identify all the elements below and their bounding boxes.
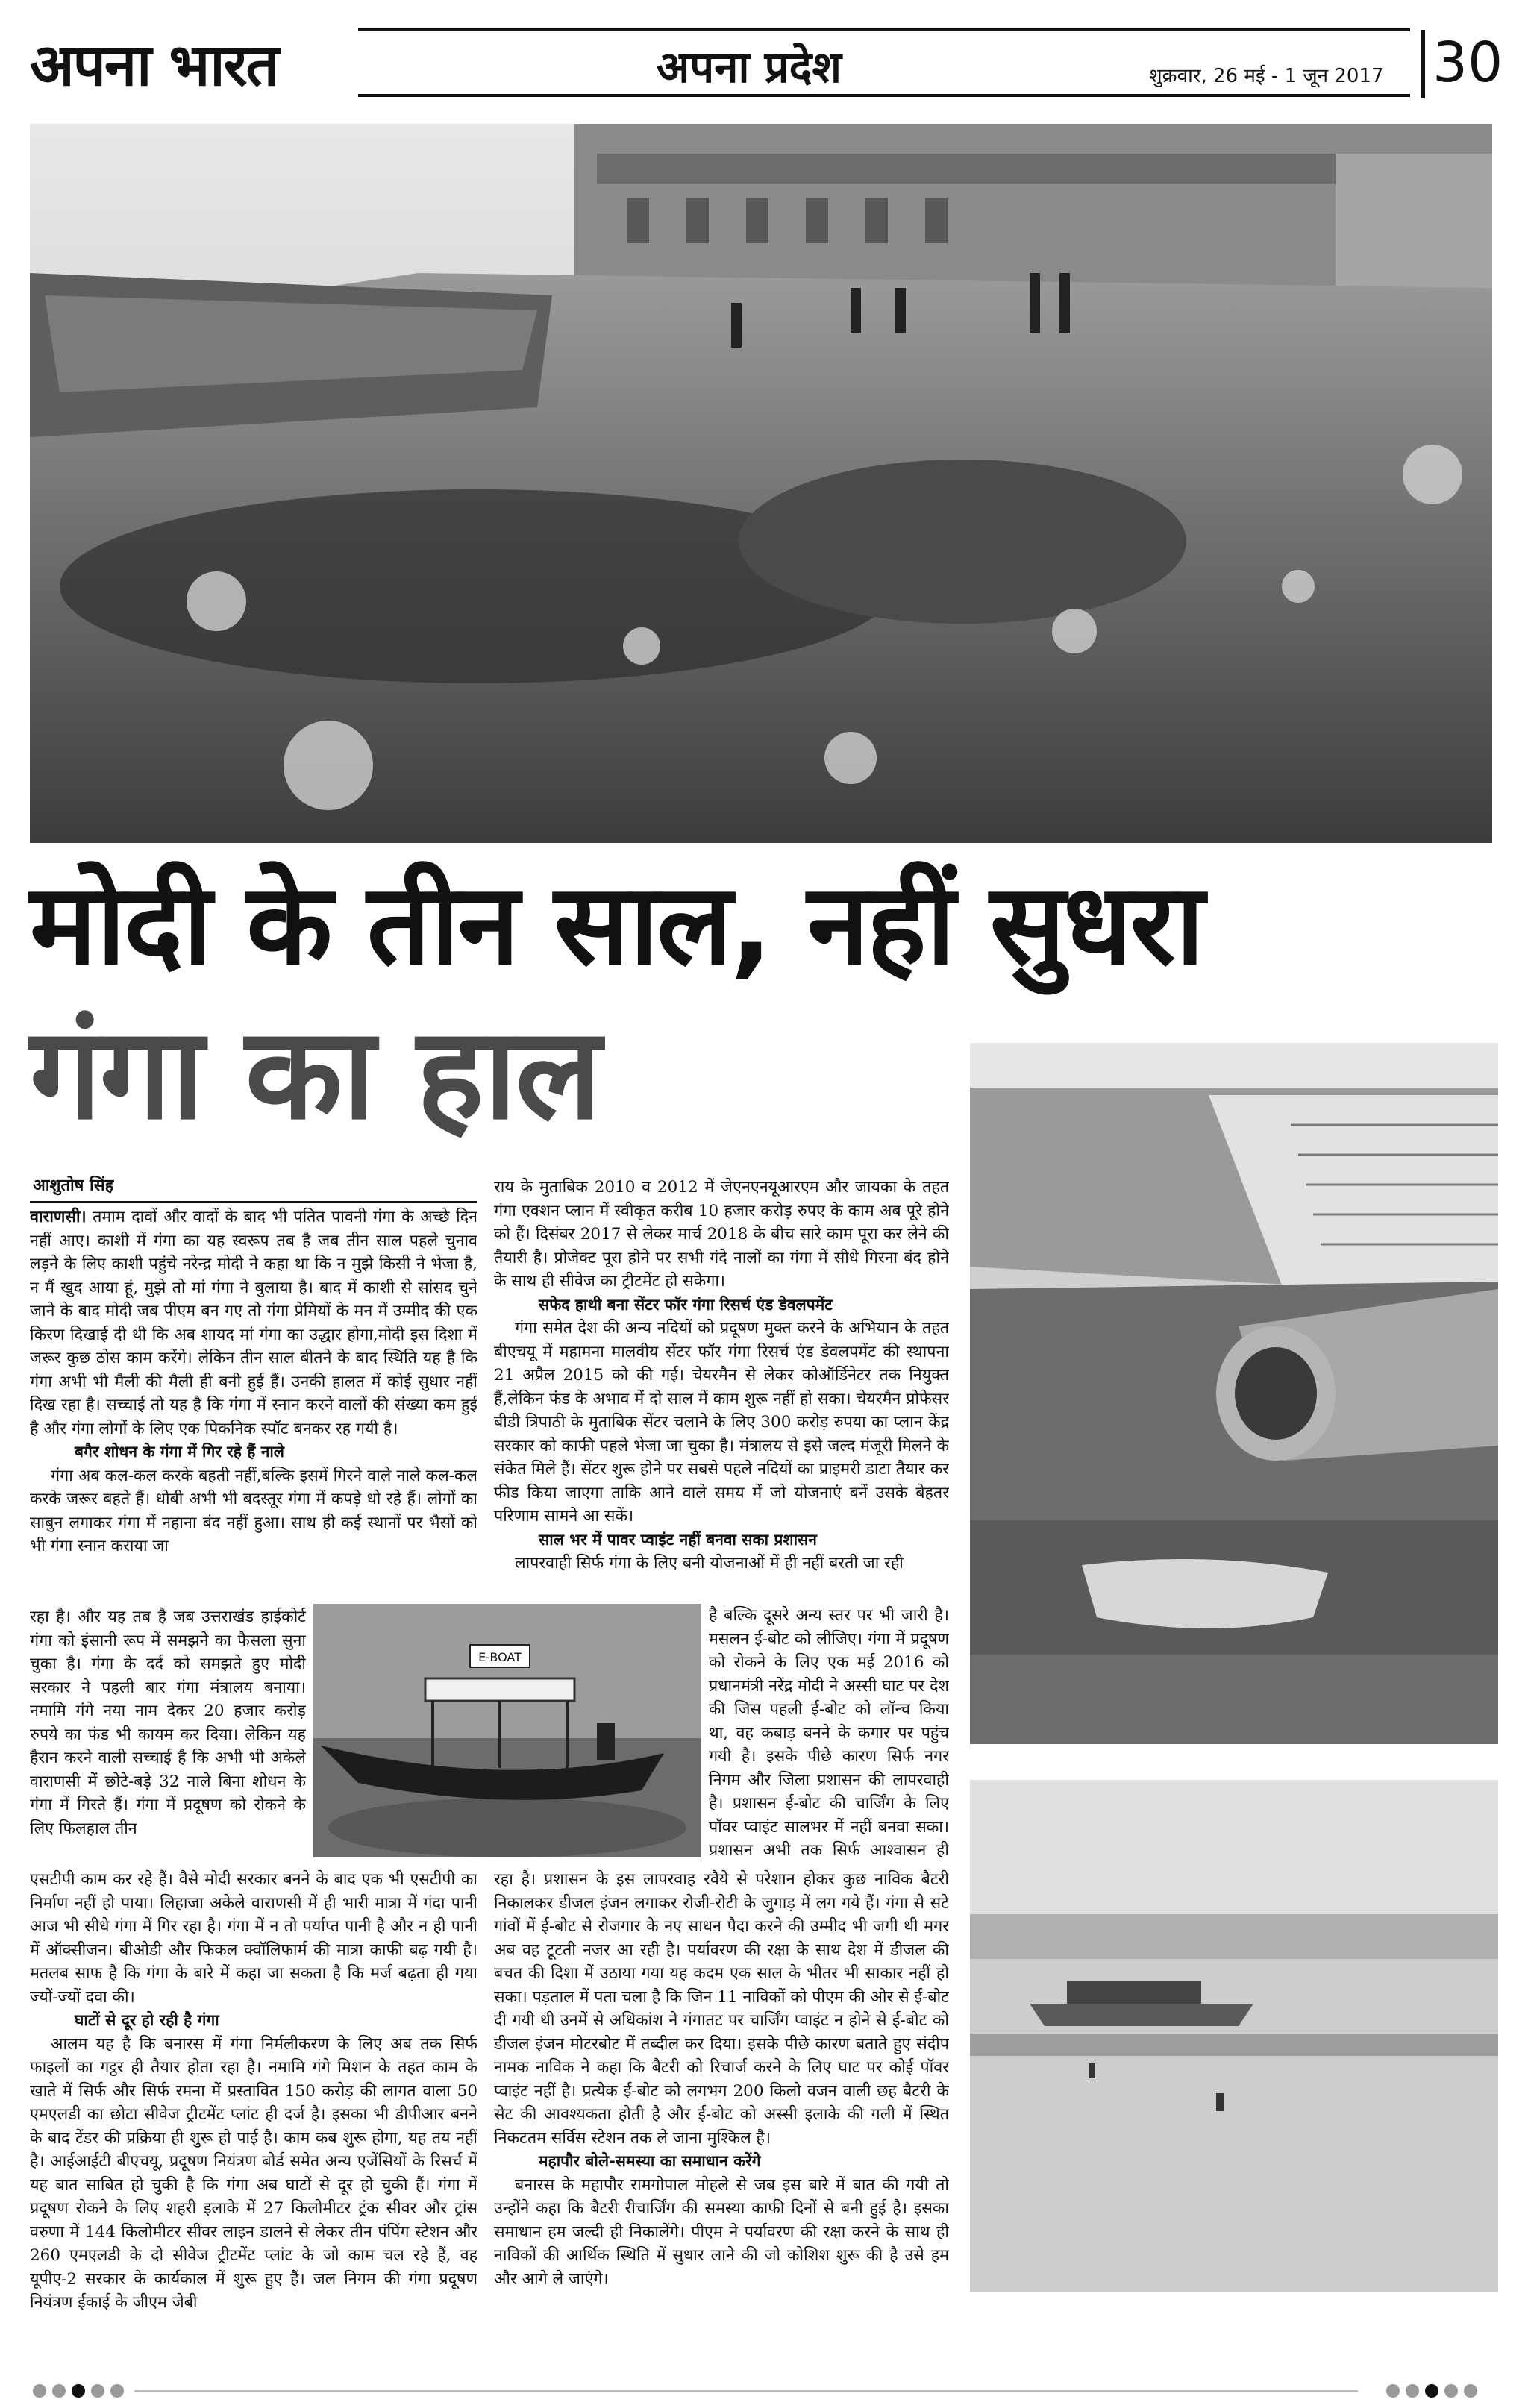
footer-dot <box>52 2384 66 2398</box>
e-boat-sign: E-BOAT <box>478 1650 522 1664</box>
paragraph-power-point-top: लापरवाही सिर्फ गंगा के लिए बनी योजनाओं में ही नहीं बरती जा रही <box>515 1554 904 1573</box>
page-number-divider <box>1421 30 1425 98</box>
article-column-1-bottom <box>30 1868 478 2368</box>
subhead-drains: बगैर शोधन के गंगा में गिर रहे हैं नाले <box>75 1443 285 1461</box>
subhead-power-point: साल भर में पावर प्वाइंट नहीं बनवा सका प्रशासन <box>539 1530 817 1549</box>
paragraph-drains-wrap: रहा है। और यह तब है जब उत्तराखंड हाईकोर्ट गंगा को इंसानी रूप में समझने का फैसला सुना चुका है। गंगा के दर्द को समझते हुए मोदी सरकार ने पहली बार गंगा मंत्रालय बनाया। नमामि गंगे नया नाम देकर 20 हजार करोड़ रुपये का फंड भी कायम कर दिया। लेकिन यह हैरान करने वाली सच्चाई है कि अभी भी अकेले वाराणसी में छोटे-बड़े 32 नाले बिना शोधन के गंगा में गिरते हैं। गंगा में प्रदूषण को रोकने के लिए फिलहाल तीन <box>30 1608 306 1838</box>
article-column-1 <box>30 1205 478 1605</box>
subhead-mayor: महापौर बोले-समस्या का समाधान करेंगे <box>539 2152 761 2170</box>
subhead-ghats: घाटों से दूर हो रही है गंगा <box>75 2011 219 2029</box>
section-title: अपना प्रदेश <box>657 42 842 93</box>
footer-dot <box>1406 2384 1419 2398</box>
paragraph-power-point-wrap: है बल्कि दूसरे अन्य स्तर पर भी जारी है। मसलन ई-बोट को लीजिए। गंगा में प्रदूषण को रोकने के लिए एक मई 2016 को प्रधानमंत्री नरेंद्र मोदी ने अस्सी घाट पर देश की जिस पहली ई-बोट को लॉन्च किया था, वह कबाड़ बनने के कगार पर पहुंच गयी है। इसके पीछे कारण सिर्फ नगर निगम और जिला प्रशासन की लापरवाही है। प्रशासन ई-बोट की चार्जिंग के लिए पॉवर प्वाइंट सालभर में नहीं बनवा सका। प्रशासन अभी तक सिर्फ आश्वासन ही <box>709 1606 949 1860</box>
paragraph-gm-statement: राय के मुताबिक 2010 व 2012 में जेएनएनयूआरएम और जायका के तहत गंगा एक्शन प्लान में स्वीकृत करीब 10 हजार करोड़ रुपए के काम अब पूरे होने को हैं। दिसंबर 2017 से लेकर मार्च 2018 के बीच सारे काम पूरा कर लेने की तैयारी है। प्रोजेक्ट पूरा होने पर सभी गंदे नालों का गंगा में सीधे गिरना बंद होने के साथ ही सीवेज का ट्रीटमेंट हो सकेगा। <box>494 1178 949 1291</box>
byline-rule <box>30 1201 478 1203</box>
paragraph-mayor: बनारस के महापौर रामगोपाल मोहले से जब इस बारे में बात की गयी तो उन्होंने कहा कि बैटरी रीचार्जिंग की समस्या काफी दिनों से बनी हुई है। इसका समाधान हम जल्दी ही निकालेंगे। पीएम ने पर्यावरण की रक्षा करने के साथ ही नाविकों की आर्थिक स्थिति में सुधार लाने की जो कोशिश शुरू की है उसे हम और आगे ले जाएंगे। <box>494 2175 949 2289</box>
footer-rule <box>134 2390 1358 2392</box>
lead-paragraph: तमाम दावों और वादों के बाद भी पतित पावनी गंगा के अच्छे दिन नहीं आए। काशी में गंगा का यह स्वरूप तब है जब तीन साल पहले चुनाव लड़ने के लिए काशी पहुंचे नरेन्द्र मोदी ने कहा था कि न मुझे किसी ने भेजा है, न मैं खुद आया हूं, मुझे तो मां गंगा ने बुलाया है। बाद में काशी से सांसद चुने जाने के बाद मोदी जब पीएम बन गए तो गंगा प्रेमियों के मन में उम्मीद की एक किरण दिखाई दी थी कि अब शायद मां गंगा का उद्धार होगा,मोदी इस दिशा में जरूर कुछ ठोस काम करेंगे। लेकिन तीन साल बीतने के बाद स्थिति यह है कि गंगा अभी भी मैली की मैली ही बनी हुई हैं। उनकी हालत में कोई सुधार नहीं दिख रहा है। सच्चाई तो यह है कि गंगा में स्नान करने वालों की संख्या कम हुई है और गंगा लोगों के लिए एक पिकनिक स्पॉट बनकर रह गयी है। <box>30 1208 478 1438</box>
article-column-2 <box>494 1176 949 1599</box>
paragraph-ghats: आलम यह है कि बनारस में गंगा निर्मलीकरण के लिए अब तक सिर्फ फाइलों का गट्ठर ही तैयार होता रहा है। नमामि गंगे मिशन के तहत काम के खाते में सिर्फ और सिर्फ रमना में प्रस्तावित 150 करोड़ की लागत वाला 50 एमएलडी का छोटा सीवेज ट्रीटमेंट प्लांट ही दर्ज है। इसका भी डीपीआर बनने के बाद टेंडर की प्रक्रिया ही शुरू हो पाई है। काम कब शुरू होगा, यह तय नहीं है। आईआईटी बीएचयू, प्रदूषण नियंत्रण बोर्ड समेत अन्य एजेंसियों के रिसर्च में यह बात साबित हो चुकी है कि गंगा अब घाटों से दूर हो चुकी हैं। गंगा में प्रदूषण रोकने के लिए शहरी इलाके में 27 किलोमीटर ट्रंक सीवर और ट्रांस वरुणा में 144 किलोमीटर सीवर लाइन डालने से लेकर तीन पंपिंग स्टेशन और 260 एमएलडी के दो सीवेज ट्रीटमेंट प्लांट के जो काम चल रहे हैं, वह यूपीए-2 सरकार के कार्यकाल में शुरू हुए हैं। जल निगम की गंगा प्रदूषण नियंत्रण ईकाई के जीएम जेबी <box>30 2034 478 2312</box>
masthead: अपना भारत <box>30 32 278 99</box>
photo-sewage-pipe <box>970 1043 1498 1744</box>
footer-dot <box>110 2384 124 2398</box>
photo-boat-dry-river <box>970 1780 1498 2292</box>
header-rule-bottom <box>358 94 1410 97</box>
paragraph-research-centre: गंगा समेत देश की अन्य नदियों को प्रदूषण मुक्त करने के अभियान के तहत बीएचयू में महामना मालवीय सेंटर फॉर गंगा रिसर्च एंड डेवलपमेंट की स्थापना 21 अप्रैल 2015 को की गई। चेयरमैन से लेकर कोऑर्डिनेटर तक नियुक्त हैं,लेकिन फंड के अभाव में दो साल में काम शुरू नहीं हो सका। चेयरमैन प्रोफेसर बीडी त्रिपाठी के मुताबिक सेंटर चलाने के लिए 300 करोड़ रुपया का प्लान केंद्र सरकार को काफी पहले भेजा जा चुका है। मंत्रालय से इसे जल्द मंजूरी मिलने के संकेत मिले हैं। सेंटर शुरू होने पर सबसे पहले नदियों का प्राइमरी डाटा तैयार कर फीड किया जाएगा ताकि आने वाले समय में जो योजनाएं बनें उसके बेहतर परिणाम सामने आ सकें। <box>494 1319 949 1526</box>
headline-line1: मोदी के तीन साल, नहीं सुधरा <box>30 860 1203 990</box>
headline-line2: गंगा का हाल <box>30 1000 600 1148</box>
footer-dot <box>1444 2384 1458 2398</box>
footer-dot <box>1464 2384 1477 2398</box>
footer-dot <box>33 2384 46 2398</box>
subhead-research-centre: सफेद हाथी बना सेंटर फॉर गंगा रिसर्च एंड डेवलपमेंट <box>539 1295 833 1314</box>
paragraph-power-point-bottom: रहा है। प्रशासन के इस लापरवाह रवैये से परेशान होकर कुछ नाविक बैटरी निकालकर डीजल इंजन लगाकर रोजी-रोटी के जुगाड़ में लग गये हैं। गंगा से सटे गांवों में ई-बोट से रोजगार के नए साधन पैदा करने की उम्मीद भी जगी थी मगर अब वह टूटती नजर आ रही है। पर्यावरण की रक्षा के साथ देश में डीजल की बचत की दिशा में उठाया गया यह कदम एक साल के भीतर भी साकार नहीं हो सका। पड़ताल में पता चला है कि जिन 11 नाविकों को पीएम की ओर से ई-बोट दी गयी थी उनमें से अधिकांश ने गंगातट पर चार्जिंग प्वाइंट न होने से ई-बोट को डीजल इंजन मोटरबोट में तब्दील कर दिया। इसके पीछे कारण बताते हुए संदीप नामक नाविक ने कहा कि बैटरी को रिचार्ज करने के लिए घाट पर कोई पॉवर प्वाइंट नहीं है। प्रत्येक ई-बोट को लगभग 200 किलो वजन वाली छह बैटरी के सेट की आवश्यकता होती है और ई-बोट को अस्सी इलाके की गली में स्थित निकटतम सर्विस स्टेशन तक ले जाना मुश्किल है। <box>494 1870 949 2148</box>
footer-dot <box>91 2384 104 2398</box>
photo-e-boat <box>313 1604 701 1857</box>
footer-dot <box>72 2384 85 2398</box>
footer-dot <box>1386 2384 1400 2398</box>
paragraph-drains-top: गंगा अब कल-कल करके बहती नहीं,बल्कि इसमें गिरने वाले नाले कल-कल करके जरूर बहते हैं। धोबी अभी भी बदस्तूर गंगा में कपड़े धो रहे हैं। लोगों का साबुन लगाकर गंगा में नहाना बंद नहीं हुआ। साथ ही कई स्थानों पर भैसों को भी गंगा स्नान कराया जा <box>30 1466 478 1555</box>
header-rule-top <box>358 28 1410 31</box>
footer-dot <box>1425 2384 1438 2398</box>
byline: आशुतोष सिंह <box>33 1176 114 1195</box>
dateline: वाराणसी। <box>30 1208 87 1226</box>
paragraph-drains-bottom: एसटीपी काम कर रहे हैं। वैसे मोदी सरकार बनने के बाद एक भी एसटीपी का निर्माण नहीं हो पाया। लिहाजा अकेले वाराणसी में ही भारी मात्रा में गंदा पानी आज भी सीधे गंगा में गिर रहा है। गंगा में न तो पर्याप्त पानी है और न ही पानी में ऑक्सीजन। बीओडी और फिकल क्वॉलिफार्म की मात्रा काफी बढ़ गयी है। मतलब साफ है कि गंगा के बारे में कहा जा सकता है कि मर्ज बढ़ता ही गया ज्यों-ज्यों दवा की। <box>30 1870 478 2007</box>
article-column-2-wrap <box>709 1604 949 1862</box>
article-column-2-bottom <box>494 1868 949 2368</box>
issue-date: शुक्रवार, 26 मई - 1 जून 2017 <box>1149 65 1384 87</box>
article-column-1-wrap <box>30 1605 306 1863</box>
page-number: 30 <box>1432 31 1503 95</box>
main-photo-polluted-ghat <box>30 124 1492 843</box>
